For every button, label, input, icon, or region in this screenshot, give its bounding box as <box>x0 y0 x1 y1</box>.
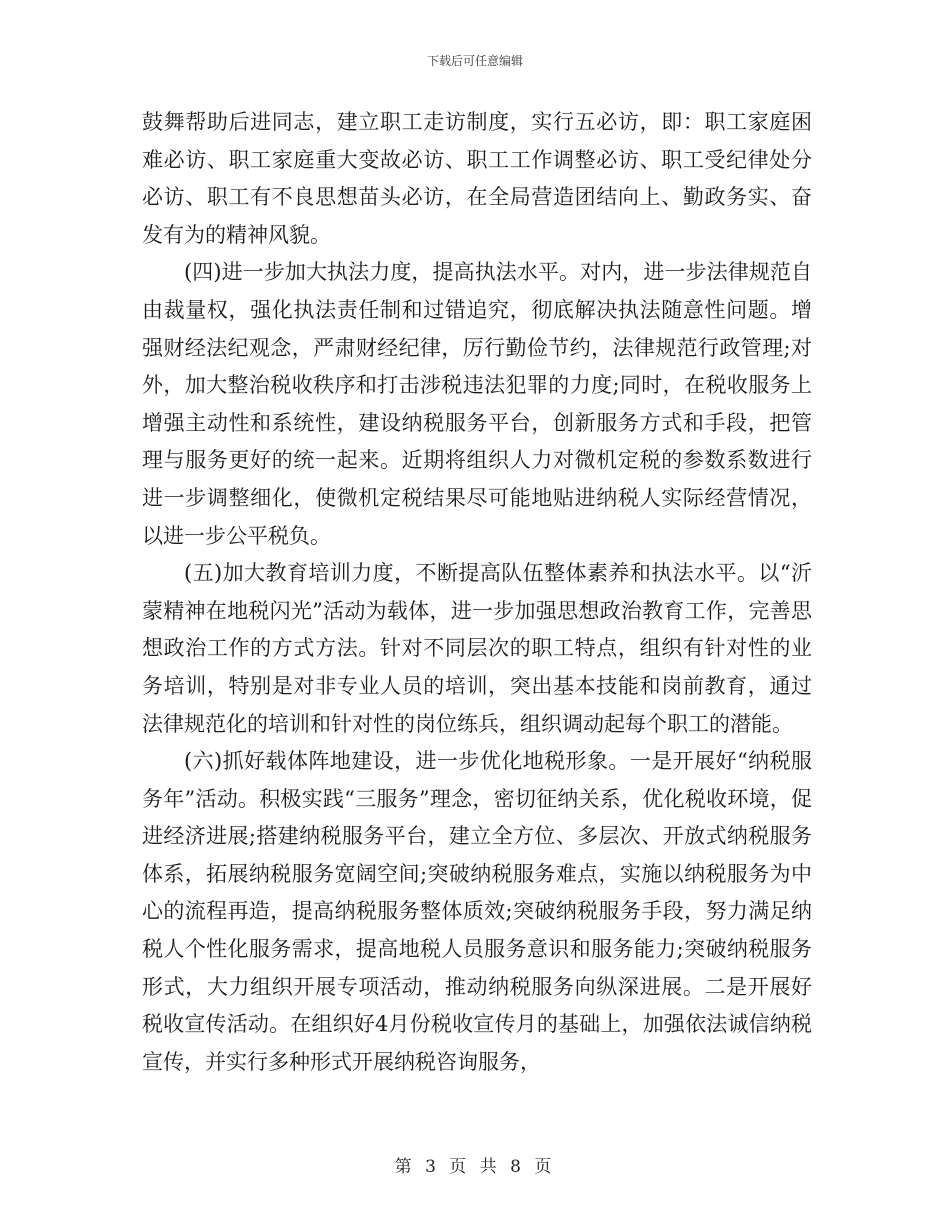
document-body <box>142 104 812 1081</box>
paragraph-section-6: (六)抓好载体阵地建设，进一步优化地税形象。一是开展好“纳税服务年”活动。积极实践“三服务”理念，密切征纳关系，优化税收环境，促进经济进展;搭建纳税服务平台，建立全方位、多层次、开放式纳税服务体系，拓展纳税服务宽阔空间;突破纳税服务难点，实施以纳税服务为中心的流程再造，提高纳税服务整体质效;突破纳税服务手段，努力满足纳税人个性化服务需求，提高地税人员服务意识和服务能力;突破纳税服务形式，大力组织开展专项活动，推动纳税服务向纵深进展。二是开展好税收宣传活动。在组织好4月份税收宣传月的基础上，加强依法诚信纳税宣传，并实行多种形式开展纳税咨询服务， <box>142 749 812 1074</box>
paragraph-continuation: 鼓舞帮助后进同志，建立职工走访制度，实行五必访，即：职工家庭困难必访、职工家庭重大变故必访、职工工作调整必访、职工受纪律处分必访、职工有不良思想苗头必访，在全局营造团结向上、勤政务实、奋发有为的精神风貌。 <box>142 110 812 247</box>
paragraph-section-5: (五)加大教育培训力度，不断提高队伍整体素养和执法水平。以“沂蒙精神在地税闪光”活动为载体，进一步加强思想政治教育工作，完善思想政治工作的方式方法。针对不同层次的职工特点，组织有针对性的业务培训，特别是对非专业人员的培训，突出基本技能和岗前教育，通过法律规范化的培训和针对性的岗位练兵，组织调动起每个职工的潜能。 <box>142 561 812 736</box>
page-number-footer: 第 3 页 共 8 页 <box>394 1157 556 1177</box>
page-header: 下载后可任意编辑 <box>426 54 523 68</box>
paragraph-section-4: (四)进一步加大执法力度，提高执法水平。对内，进一步法律规范自由裁量权，强化执法责任制和过错追究，彻底解决执法随意性问题。增强财经法纪观念，严肃财经纪律，厉行勤俭节约，法律规范行政管理;对外，加大整治税收秩序和打击涉税违法犯罪的力度;同时，在税收服务上增强主动性和系统性，建设纳税服务平台，创新服务方式和手段，把管理与服务更好的统一起来。近期将组织人力对微机定税的参数系数进行进一步调整细化，使微机定税结果尽可能地贴进纳税人实际经营情况，以进一步公平税负。 <box>142 260 812 548</box>
